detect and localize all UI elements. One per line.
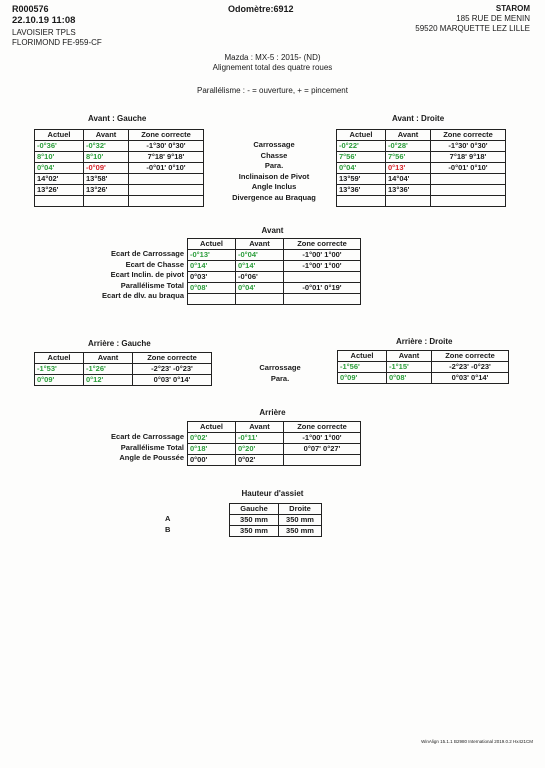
rear-right-table (337, 350, 509, 384)
front-right-table (336, 129, 506, 207)
ride-height-title: Hauteur d'assiet (241, 489, 304, 498)
row-label: Parallélisme Total (120, 442, 184, 452)
col-before: Avant (236, 422, 284, 433)
row-label: Chasse (260, 150, 288, 160)
shop-name: STAROM (495, 4, 530, 13)
row-label: Para. (270, 373, 290, 383)
cell-spec (284, 455, 361, 466)
row-label: Ecart Inclin. de pivot (110, 270, 184, 279)
cell-spec (129, 196, 204, 207)
cell-before (386, 196, 431, 207)
table-row (188, 272, 361, 283)
table-row (35, 152, 204, 163)
report-subtitle: Alignement total des quatre roues (212, 63, 333, 72)
cell-before: 0°14' (236, 261, 284, 272)
table-row (188, 444, 361, 455)
cell-before: 0°08' (387, 373, 432, 384)
cell-actual: -1°56' (338, 362, 387, 373)
height-a-left: 350 mm (230, 515, 279, 526)
shop-address-2: 59520 MARQUETTE LEZ LILLE (415, 24, 530, 33)
vehicle-model: Mazda : MX-5 : 2015- (ND) (224, 53, 321, 62)
cell-spec: 7°18' 9°18' (431, 152, 506, 163)
cell-spec: -0°01' 0°10' (129, 163, 204, 174)
cell-actual: 7°56' (337, 152, 386, 163)
rear-labels (230, 363, 330, 384)
table-row (188, 250, 361, 261)
cell-spec (129, 185, 204, 196)
cell-before: -0°09' (84, 163, 129, 174)
cell-actual: 0°08' (188, 283, 236, 294)
height-a-right: 350 mm (279, 515, 322, 526)
col-spec: Zone correcte (432, 351, 509, 362)
client-line-2: FLORIMOND FE-959-CF (12, 38, 102, 47)
cell-spec: -1°30' 0°30' (129, 141, 204, 152)
ride-height-label-a: A (165, 514, 171, 523)
cell-before: -0°28' (386, 141, 431, 152)
cell-spec: -2°23' -0°23' (133, 364, 212, 375)
rear-axle-labels (40, 432, 184, 464)
table-row (230, 515, 322, 526)
table-row (35, 163, 204, 174)
client-line-1: LAVOISIER TPLS (12, 28, 76, 37)
col-spec: Zone correcte (129, 130, 204, 141)
cell-spec: -1°30' 0°30' (431, 141, 506, 152)
cell-before: 13°26' (84, 185, 129, 196)
row-label: Angle de Poussée (119, 453, 184, 462)
table-row (338, 373, 509, 384)
row-label: Inclinaison de Pivot (238, 171, 310, 181)
col-right: Droite (279, 504, 322, 515)
rear-axle-table (187, 421, 361, 466)
front-axle-title: Avant (261, 226, 284, 235)
table-row (337, 185, 506, 196)
cell-actual: 0°09' (35, 375, 84, 386)
table-row (337, 196, 506, 207)
cell-actual: -1°53' (35, 364, 84, 375)
software-footer: WinAlign 15.1.1 B2980 International 2019.0.2 Hx421CM (421, 739, 533, 744)
row-label: Parallélisme Total (120, 280, 184, 290)
row-label: Divergence au Braquag (232, 192, 316, 202)
cell-before: 14°04' (386, 174, 431, 185)
cell-spec: -1°00' 1°00' (284, 261, 361, 272)
cell-spec: -0°01' 0°10' (431, 163, 506, 174)
cell-actual: 8°10' (35, 152, 84, 163)
col-spec: Zone correcte (284, 422, 361, 433)
cell-actual: -0°13' (188, 250, 236, 261)
rear-axle-title: Arrière (259, 408, 286, 417)
table-row (188, 261, 361, 272)
ride-height-label-b: B (165, 524, 171, 534)
table-row (188, 283, 361, 294)
table-row (35, 174, 204, 185)
cell-before: 0°02' (236, 455, 284, 466)
cell-actual: 0°00' (188, 455, 236, 466)
table-row (338, 362, 509, 373)
cell-spec (284, 294, 361, 305)
col-actual: Actuel (188, 239, 236, 250)
rear-right-title: Arrière : Droite (396, 337, 453, 346)
cell-actual: -0°36' (35, 141, 84, 152)
cell-actual: 0°14' (188, 261, 236, 272)
report-ref: R000576 (12, 4, 49, 14)
col-actual: Actuel (35, 353, 84, 364)
front-labels (212, 140, 336, 203)
cell-before (236, 294, 284, 305)
cell-actual: -0°22' (337, 141, 386, 152)
rear-left-title: Arrière : Gauche (88, 339, 151, 348)
table-row (230, 526, 322, 537)
cell-spec (284, 272, 361, 283)
table-row (337, 163, 506, 174)
col-actual: Actuel (337, 130, 386, 141)
table-row (188, 294, 361, 305)
ride-height-labels (165, 514, 179, 535)
cell-spec (431, 185, 506, 196)
cell-actual: 14°02' (35, 174, 84, 185)
col-before: Avant (387, 351, 432, 362)
rear-left-table (34, 352, 212, 386)
table-row (337, 152, 506, 163)
cell-before: 0°04' (236, 283, 284, 294)
cell-actual (35, 196, 84, 207)
table-row (188, 433, 361, 444)
cell-actual (337, 196, 386, 207)
row-label: Ecart de Carrossage (111, 249, 184, 258)
odometer: Odomètre:6912 (228, 4, 294, 14)
row-label: Ecart de Chasse (125, 259, 184, 269)
cell-before: 13°36' (386, 185, 431, 196)
col-spec: Zone correcte (284, 239, 361, 250)
cell-actual: 13°26' (35, 185, 84, 196)
ride-height-table (229, 503, 322, 537)
front-left-title: Avant : Gauche (88, 114, 147, 123)
row-label: Ecart de Carrossage (111, 432, 184, 441)
table-row (35, 185, 204, 196)
table-row (35, 364, 212, 375)
front-axle-labels (40, 249, 184, 302)
cell-before: -1°26' (84, 364, 133, 375)
cell-actual: 13°59' (337, 174, 386, 185)
cell-spec: -1°00' 1°00' (284, 250, 361, 261)
row-label: Carrossage (259, 363, 301, 372)
cell-actual: 0°04' (337, 163, 386, 174)
table-row (35, 375, 212, 386)
cell-spec: 0°03' 0°14' (432, 373, 509, 384)
cell-spec: 7°18' 9°18' (129, 152, 204, 163)
col-actual: Actuel (188, 422, 236, 433)
row-label: Para. (264, 161, 284, 170)
col-before: Avant (386, 130, 431, 141)
cell-before: -0°11' (236, 433, 284, 444)
cell-actual: 0°18' (188, 444, 236, 455)
cell-spec: -0°01' 0°19' (284, 283, 361, 294)
table-row (35, 141, 204, 152)
toe-legend: Parallélisme : - = ouverture, + = pincement (197, 86, 348, 95)
cell-spec: 0°07' 0°27' (284, 444, 361, 455)
col-actual: Actuel (35, 130, 84, 141)
cell-spec (129, 174, 204, 185)
cell-actual: 13°36' (337, 185, 386, 196)
col-actual: Actuel (338, 351, 387, 362)
cell-actual (188, 294, 236, 305)
front-axle-table (187, 238, 361, 305)
cell-spec: 0°03' 0°14' (133, 375, 212, 386)
cell-spec (431, 174, 506, 185)
col-spec: Zone correcte (133, 353, 212, 364)
cell-before: -0°06' (236, 272, 284, 283)
cell-before: -0°32' (84, 141, 129, 152)
cell-actual: 0°09' (338, 373, 387, 384)
cell-before: 0°12' (84, 375, 133, 386)
front-left-table (34, 129, 204, 207)
col-before: Avant (236, 239, 284, 250)
cell-before: 0°20' (236, 444, 284, 455)
col-left: Gauche (230, 504, 279, 515)
cell-before: -0°04' (236, 250, 284, 261)
height-b-left: 350 mm (230, 526, 279, 537)
height-b-right: 350 mm (279, 526, 322, 537)
row-label: Angle Inclus (251, 182, 297, 191)
report-datetime: 22.10.19 11:08 (12, 15, 76, 26)
cell-before: 7°56' (386, 152, 431, 163)
cell-before: -1°15' (387, 362, 432, 373)
cell-actual: 0°02' (188, 433, 236, 444)
row-label: Ecart de dlv. au braqua (102, 291, 184, 300)
table-row (337, 174, 506, 185)
cell-before: 0°13' (386, 163, 431, 174)
col-spec: Zone correcte (431, 130, 506, 141)
table-row (337, 141, 506, 152)
col-before: Avant (84, 130, 129, 141)
cell-spec: -2°23' -0°23' (432, 362, 509, 373)
cell-spec: -1°00' 1°00' (284, 433, 361, 444)
cell-before: 13°58' (84, 174, 129, 185)
shop-address-1: 185 RUE DE MENIN (456, 14, 530, 23)
cell-before (84, 196, 129, 207)
table-row (35, 196, 204, 207)
cell-actual: 0°04' (35, 163, 84, 174)
row-label: Carrossage (253, 140, 295, 149)
cell-actual: 0°03' (188, 272, 236, 283)
col-before: Avant (84, 353, 133, 364)
cell-before: 8°10' (84, 152, 129, 163)
cell-spec (431, 196, 506, 207)
front-right-title: Avant : Droite (392, 114, 445, 123)
table-row (188, 455, 361, 466)
